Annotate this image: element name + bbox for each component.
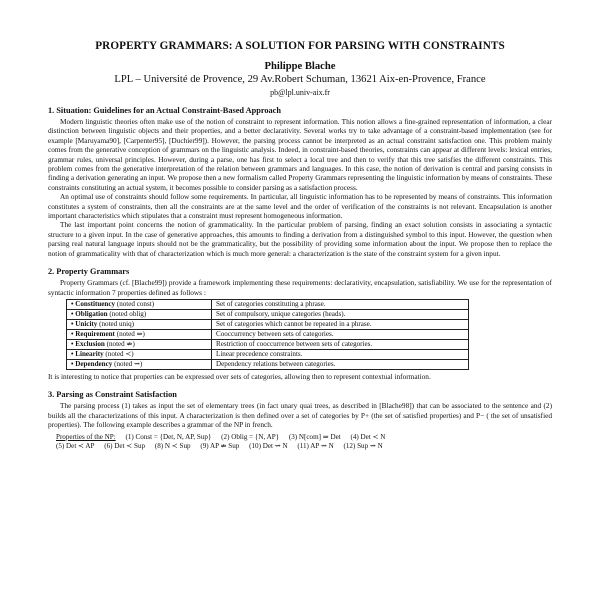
property-desc-cell: Cooccurrency between sets of categories. bbox=[212, 329, 469, 339]
table-row bbox=[67, 349, 469, 359]
table-row bbox=[67, 339, 469, 349]
author-affiliation: LPL – Université de Provence, 29 Av.Robert Schuman, 13621 Aix-en-Provence, France bbox=[114, 74, 486, 85]
section-1-paragraph-2: An optimal use of constraints should follow some requirements. In particular, all linguistic information has to be represented by means of constraints. This information constitutes a system of constraints, then all the constraints are at the same level and the order of verification of the constraints is not relevant. Encapsulation is another important characteristics which stipulates that a constraint must represent homogeneous information. bbox=[48, 192, 552, 221]
section-1-paragraph-3: The last important point concerns the notion of grammaticality. In the particular problem of parsing, finding an exact solution consists in associating a syntactic structure to a given input. In the case of generative approaches, this amounts to finding a derivation from a distinguished symbol to this input. However, the question when parsing real natural language inputs should not be the grammaticality, but the possibility of providing some information about the input. We propose then to replace the notion of grammaticality with that of characterization which is much more general: a characterization is the state of the constraint system for a given input. bbox=[48, 220, 552, 258]
property-name-cell: • Unicity (noted uniq) bbox=[67, 319, 212, 329]
property-desc-cell: Set of compulsory, unique categories (heads). bbox=[212, 309, 469, 319]
property-name-cell: • Constituency (noted const) bbox=[67, 299, 212, 309]
table-row bbox=[67, 319, 469, 329]
paper-title: PROPERTY GRAMMARS: A SOLUTION FOR PARSING WITH CONSTRAINTS bbox=[95, 40, 505, 52]
property-desc-cell: Dependency relations between categories. bbox=[212, 359, 469, 369]
grammar-property: (12) Sup ⇝ N bbox=[343, 442, 383, 451]
section-2-paragraph-2: It is interesting to notice that properties can be expressed over sets of categories, allowing then to represent contextual information. bbox=[48, 371, 431, 381]
property-name-cell: • Requirement (noted ⇒) bbox=[67, 329, 212, 339]
property-desc-cell: Linear precedence constraints. bbox=[212, 349, 469, 359]
grammar-property: (6) Det ≺ Sup bbox=[104, 442, 146, 451]
properties-table bbox=[66, 299, 469, 370]
grammar-label: Properties of the NP: bbox=[56, 432, 116, 441]
property-name-cell: • Exclusion (noted ⇏) bbox=[67, 339, 212, 349]
author-email: pb@lpl.univ-aix.fr bbox=[270, 88, 330, 97]
grammar-property: (10) Det ⇝ N bbox=[249, 442, 288, 451]
author-name: Philippe Blache bbox=[264, 61, 336, 72]
table-row bbox=[67, 359, 469, 369]
table-row bbox=[67, 309, 469, 319]
grammar-property: (3) N[com] ⇒ Det bbox=[288, 432, 341, 441]
section-1-heading: 1. Situation: Guidelines for an Actual Constraint-Based Approach bbox=[48, 106, 281, 115]
section-3-paragraph-1: The parsing process (1) takes as input the set of elementary trees (in fact unary quai trees, as described in [Blache98]) that can be associated to the sentence and (2) builds all the characterizations of this input. A characterization is then defined over a set of categories by P+ (the set of satisfied properties) and P− ( the set of unsatisfied properties). The following example describes a grammar of the NP in french. bbox=[48, 401, 552, 430]
property-desc-cell: Restriction of cooccurrence between sets of categories. bbox=[212, 339, 469, 349]
table-row bbox=[67, 299, 469, 309]
np-grammar-example bbox=[56, 433, 552, 452]
grammar-property: (9) AP ⇏ Sup bbox=[200, 442, 240, 451]
property-desc-cell: Set of categories which cannot be repeated in a phrase. bbox=[212, 319, 469, 329]
section-1-paragraph-1: Modern linguistic theories often make use of the notion of constraint to represent information. This notion allows a fine-grained representation of information, a clear distinction between linguistic objects and their properties, and a better declarativity. Several works try to take advantage of a constraint-based implementation (see for example [Maruyama90], [Carpenter95], [Duchier99]). However, the parsing process cannot be interpreted as an actual constraint satisfaction one. This problem mainly comes from the generative conception of grammars on the linguistic analysis. Indeed, in constraint-based theories, constraints can appear at different levels: lexical entries, grammar rules, universal principles. However, during a parse, one has first to select a local tree and then to verify that this tree satisfies the different constraints. This problem comes from the generative interpretation of the relation between grammars and languages. In this case, the notion of derivation is central and parsing consists in finding a derivation generating an input. We propose then a new formalism called Property Grammars representing the linguistic information by means of constraints. These constraints constituting an actual system, it becomes possible to consider parsing as a satisfaction process. bbox=[48, 117, 552, 192]
grammar-property: (1) Const = {Det, N, AP, Sup} bbox=[125, 432, 212, 441]
grammar-property: (5) Det ≺ AP bbox=[56, 442, 95, 451]
grammar-line-2 bbox=[56, 442, 552, 452]
grammar-property: (2) Oblig = {N, AP} bbox=[221, 432, 280, 441]
grammar-property: (8) N ≺ Sup bbox=[154, 442, 191, 451]
table-row bbox=[67, 329, 469, 339]
paper-page bbox=[48, 40, 552, 452]
property-name-cell: • Obligation (noted oblig) bbox=[67, 309, 212, 319]
section-2-paragraph-1: Property Grammars (cf. [Blache99]) provide a framework implementing these requirements: declarativity, encapsulation, satisfiability. We use for the representation of syntactic information 7 properties defined as follows : bbox=[48, 278, 552, 297]
grammar-property: (11) AP ⇝ N bbox=[297, 442, 334, 451]
section-3-heading: 3. Parsing as Constraint Satisfaction bbox=[48, 390, 177, 400]
section-2-heading: 2. Property Grammars bbox=[48, 267, 130, 277]
property-name-cell: • Dependency (noted ⇝) bbox=[67, 359, 212, 369]
property-name-cell: • Linearity (noted ≺) bbox=[67, 349, 212, 359]
grammar-line-1 bbox=[56, 433, 552, 443]
grammar-property: (4) Det ≺ N bbox=[350, 432, 386, 441]
property-desc-cell: Set of categories constituting a phrase. bbox=[212, 299, 469, 309]
